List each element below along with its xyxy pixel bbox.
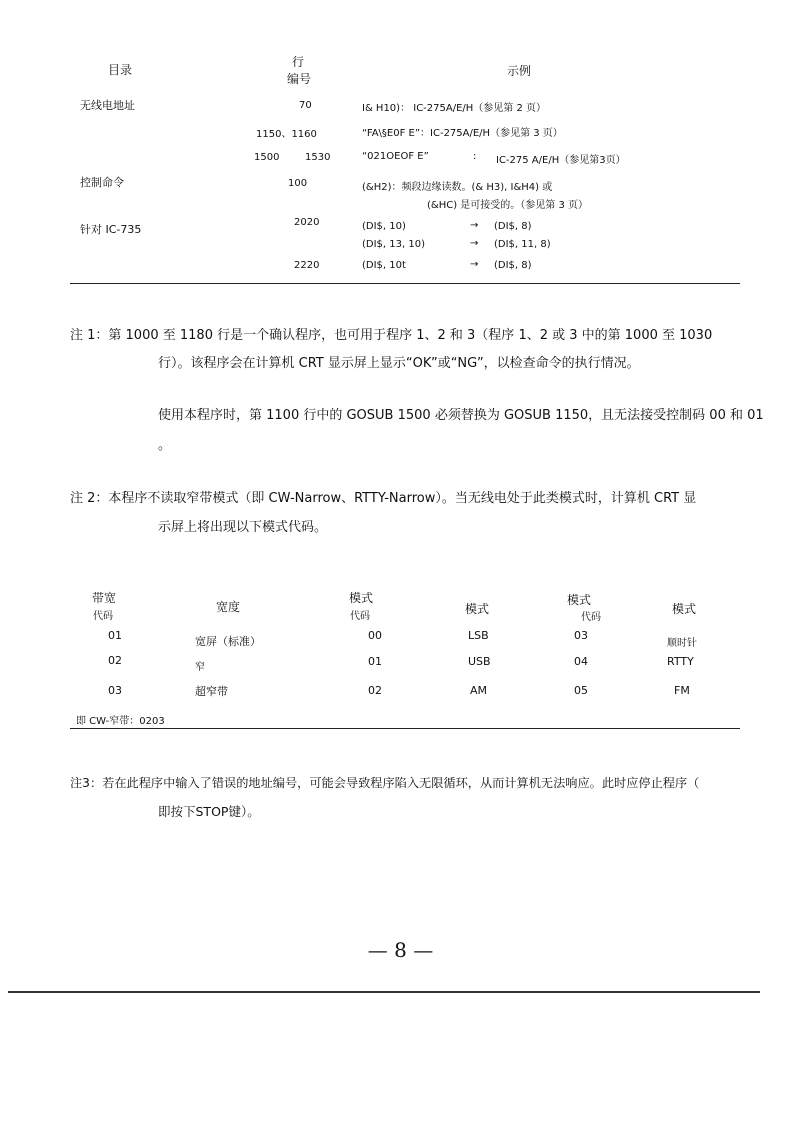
note2-line1: 注 2：本程序不读取窄带模式（即 CW-Narrow、RTTY-Narrow）。当无线电处于此类模式时，计算机 CRT 显	[70, 491, 697, 506]
table1-row-label: 无线电地址	[80, 99, 135, 112]
note3-line1: 注3：若在此程序中输入了错误的地址编号，可能会导致程序陷入无限循环，从而计算机无法响应。此时应停止程序（	[70, 776, 700, 790]
table2-header-mode-code-2: 模式	[567, 593, 592, 607]
table1-row-example: “FA\§E0F E”：IC-275A/E/H（参见第 3 页）	[362, 128, 563, 139]
arrow-icon: →	[470, 220, 479, 231]
table2-header-mode-code-2-sub: 代码	[581, 612, 601, 623]
table2-header-mode-1: 模式	[465, 602, 490, 616]
table1-pair-right: (DI$, 11, 8)	[494, 239, 551, 250]
table1-row-line-end: 1530	[305, 152, 331, 163]
table2-footnote: 即 CW-窄带：0203	[76, 716, 165, 727]
table2-cell-mode: USB	[468, 655, 491, 668]
table1-row-example-code: “021OEOF E”	[362, 151, 429, 162]
table1-pair-right: (DI$, 8)	[494, 221, 532, 232]
table1-row-line: 2220	[294, 260, 320, 271]
note1-line1: 注 1：第 1000 至 1180 行是一个确认程序，也可用于程序 1、2 和 3（程序 1、2 或 3 中的第 1000 至 1030	[70, 328, 713, 343]
table2-header-mode-2: 模式	[672, 602, 697, 616]
table1-row-line: 70	[299, 100, 312, 111]
arrow-icon: →	[470, 238, 479, 249]
note3-line2: 即按下STOP键）。	[158, 804, 260, 819]
table1-row-example: I& H10)： IC-275A/E/H（参见第 2 页）	[362, 103, 547, 114]
table2-cell-mode-code: 03	[574, 629, 588, 642]
table2-bottom-rule	[70, 728, 740, 729]
table1-row-example-rest: IC-275 A/E/H（参见第3页）	[496, 155, 626, 166]
table2-cell-bw: 02	[108, 654, 122, 667]
footer-rule	[8, 991, 760, 993]
table2-cell-mode-code: 02	[368, 684, 382, 697]
note1-line2: 行）。该程序会在计算机 CRT 显示屏上显示“OK”或“NG”，以检查命令的执行情况。	[158, 356, 640, 371]
table2-cell-mode: 顺时针	[667, 638, 697, 649]
table2-header-bw: 带宽	[92, 591, 117, 605]
table1-pair-left: (DI$, 13, 10)	[362, 239, 425, 250]
table1-row-line: 2020	[294, 217, 320, 228]
table1-row-line-start: 1500	[254, 152, 280, 163]
table1-row-label: 控制命令	[80, 176, 124, 189]
table1-row-example-line1: (&H2)：频段边缘读数。(& H3), I&H4) 或	[362, 182, 553, 193]
note2-line2: 示屏上将出现以下模式代码。	[158, 520, 328, 535]
table1-header-example: 示例	[507, 64, 532, 78]
page-number: — 8 —	[367, 938, 434, 962]
table2-cell-width: 窄	[195, 662, 205, 673]
table1-row-label: 针对 IC-735	[80, 223, 142, 236]
table2-cell-mode: RTTY	[667, 655, 694, 668]
table1-header-catalog: 目录	[108, 63, 133, 77]
table1-header-line-2: 编号	[287, 72, 312, 86]
table1-pair-right: (DI$, 8)	[494, 260, 532, 271]
table2-cell-mode: FM	[674, 684, 690, 697]
note1-para2-line2: 。	[158, 438, 172, 453]
table1-pair-left: (DI$, 10t	[362, 260, 406, 271]
table2-header-mode-code-1: 模式	[349, 591, 374, 605]
table1-pair-left: (DI$, 10)	[362, 221, 406, 232]
table1-row-line: 100	[288, 178, 308, 189]
table2-header-width: 宽度	[216, 600, 241, 614]
table2-cell-mode: LSB	[468, 629, 489, 642]
table2-cell-width: 宽屏（标准）	[195, 635, 261, 648]
table2-cell-bw: 03	[108, 684, 122, 697]
table1-header-line-1: 行	[292, 55, 305, 69]
table2-cell-mode-code: 01	[368, 655, 382, 668]
table2-cell-mode-code: 05	[574, 684, 588, 697]
table1-bottom-rule	[70, 283, 740, 284]
note1-para2-line1: 使用本程序时，第 1100 行中的 GOSUB 1500 必须替换为 GOSUB 1150，且无法接受控制码 00 和 01	[158, 408, 764, 423]
arrow-icon: →	[470, 259, 479, 270]
table2-header-bw-code: 代码	[93, 611, 113, 622]
table2-cell-bw: 01	[108, 629, 122, 642]
table2-header-mode-code-1-sub: 代码	[350, 611, 370, 622]
table2-cell-mode-code: 04	[574, 655, 588, 668]
table2-cell-mode: AM	[470, 684, 488, 697]
table1-row-line: 1150、1160	[256, 129, 317, 140]
table1-row-example-line2: (&HC) 是可接受的。（参见第 3 页）	[427, 200, 589, 211]
table2-cell-mode-code: 00	[368, 629, 382, 642]
table1-row-example-colon: :	[473, 151, 477, 162]
table2-cell-width: 超窄带	[195, 685, 228, 698]
